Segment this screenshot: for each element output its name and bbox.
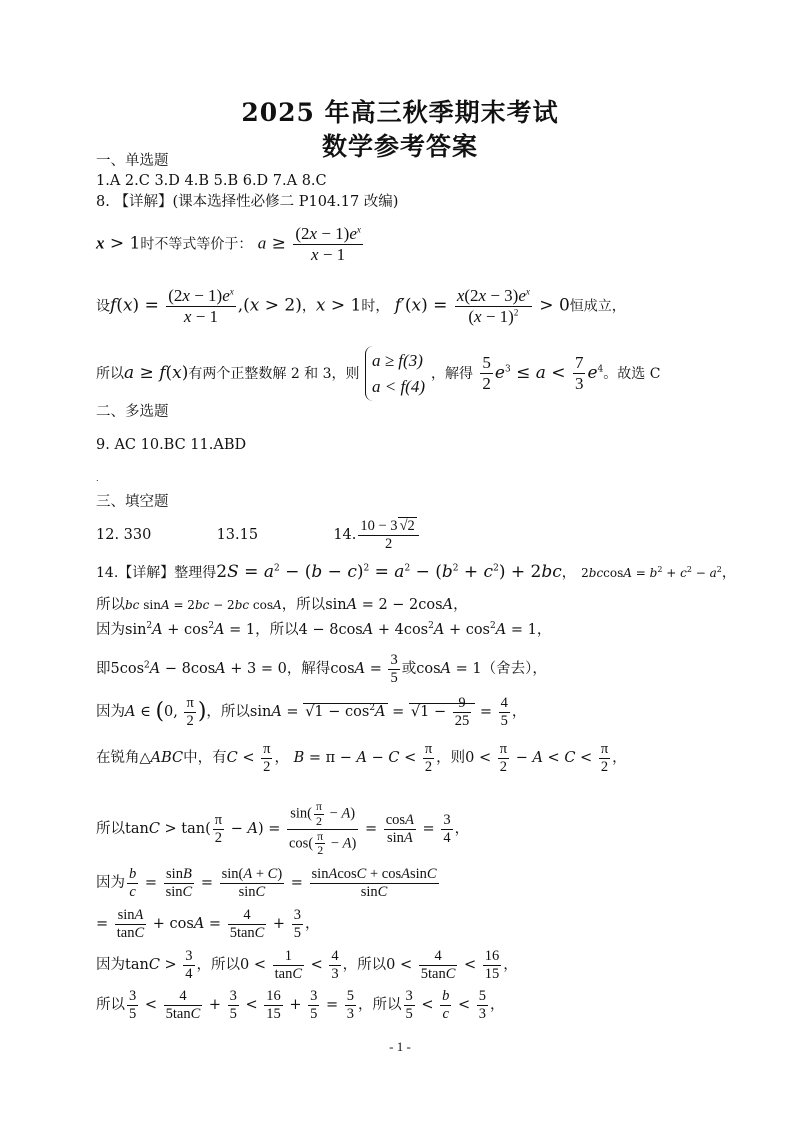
section-heading-fill-blank: 三、填空题 <box>96 494 169 510</box>
answer-14-label: 14. <box>333 527 357 544</box>
answer-12: 12. 330 <box>96 527 152 544</box>
q14-line-10: 因为tanC > $\frac{3}{4}$ ，所以0 < $\frac{1}{\tan C}$ < $\frac{4}{3}$ ，所以0 < $\frac{4}{5\tan C}$ < $\frac{16}{15}$ ， <box>96 948 518 982</box>
q14-line-3: 因为$\sin^2A + \cos^2A = 1$，所以$4 - 8\cos A + 4\cos^2A + \cos^2A = 1$， <box>96 621 552 638</box>
q14-line-2: 所以bc sinA = 2bc − 2bc cosA，所以sinA = 2 − 2cosA， <box>96 597 468 613</box>
q8-line-1-text: 时不等式等价于： <box>140 237 253 253</box>
section-heading-single-choice: 一、单选题 <box>96 153 169 169</box>
q14-line-11: 所以 $\frac{3}{5}$ < $\frac{4}{5\tan C}$ + $\frac{3}{5}$ < $\frac{16}{15}$ + $\frac{3}{5}$ = $\frac{5}{3}$ ，所以 $\frac{3}{5}$ < $\frac{b}{c}$ < $\frac{5}{3}$ ， <box>96 988 505 1022</box>
q14-line-1: 14.【详解】整理得$2S = a^2 - (b - c)^2 = a^2 - (b^2 + c^2) + 2bc$， $2bccosA = b^2 + c^2 - a^2$， <box>96 562 736 582</box>
q14-line-9: = $\frac{\sin A}{\tan C}$ + cosA = $\frac{4}{5\tan C}$ + $\frac{3}{5}$ ， <box>96 907 320 941</box>
single-choice-answers: 1.A 2.C 3.D 4.B 5.B 6.D 7.A 8.C <box>96 173 327 189</box>
q14-line-8: 因为 $\frac{b}{c}$ = $\frac{\sin B}{\sin C}$ = $\frac{\sin(A + C)}{\sin C}$ = $\frac{\text{sinAcosC + cosAsinC}}{\sin C}$ <box>96 866 437 900</box>
q8-line-2: 设f(x) = $\frac{(2x - 1)e^x}{x - 1}$ ,(x > 2)，x > 1时， f′(x) = $\frac{x(2x - 3)e^x}{(x - 1)^2}$ > 0恒成立， <box>96 286 626 326</box>
multi-choice-answers: 9. AC 10.BC 11.ABD <box>96 437 247 453</box>
q14-line-7: 所以tanC > tan( $\frac{\pi}{2}$ − A) = sin( $\frac{\pi}{2}$ − A) cos( $\frac{\pi}{2}$ − A) = $\frac{\cos A}{\sin A}$ = $\frac{3}{4}$ ， <box>96 799 470 858</box>
section-heading-multi-choice: 二、多选题 <box>96 404 169 420</box>
q14-line-4: 即$5\cos^2A - 8\cos A + 3 = 0$，解得cosA = $\frac{3}{5}$ 或cosA = 1（舍去）， <box>96 652 547 686</box>
answer-13: 13.15 <box>216 527 259 544</box>
stray-dot: . <box>96 474 99 483</box>
page-number: - 1 - <box>389 1039 411 1054</box>
q14-line-5: 因为A ∈ (0, $\frac{\pi}{2}$ )，所以$\sin A = √1 - \cos^2A = √1$ − $\frac{9}{25}$ = $\frac{4}{5}$ ， <box>96 695 527 729</box>
q8-intro: 8. 【详解】(课本选择性必修二 P104.17 改编) <box>96 194 399 210</box>
q8-line-3: 所以a ≥ f(x)有两个正整数解 2 和 3，则 a ≥ f(3) a < f(4) ，解得 $\frac{5}{2}$ $e^3 \le a$ < $\frac{7}{3}$ $e^4$。故选 C <box>96 346 660 401</box>
exam-title: 2025 年高三秋季期末考试 <box>241 98 559 127</box>
q8-line-1: x > 1时不等式等价于： a ≥ $\frac{(2x - 1)e^x}{x - 1}$ <box>96 224 361 264</box>
q14-line-6: 在锐角△ABC中，有C < $\frac{\pi}{2}$ ， B = π − A − C < $\frac{\pi}{2}$ ，则0 < $\frac{\pi}{2}$ − A < C < $\frac{\pi}{2}$ ， <box>96 741 627 775</box>
fill-blank-answers: 12. 330 13.15 14. $\frac{10 - 3 √2}{2}$ <box>96 518 421 552</box>
exam-subtitle: 数学参考答案 <box>321 132 478 161</box>
